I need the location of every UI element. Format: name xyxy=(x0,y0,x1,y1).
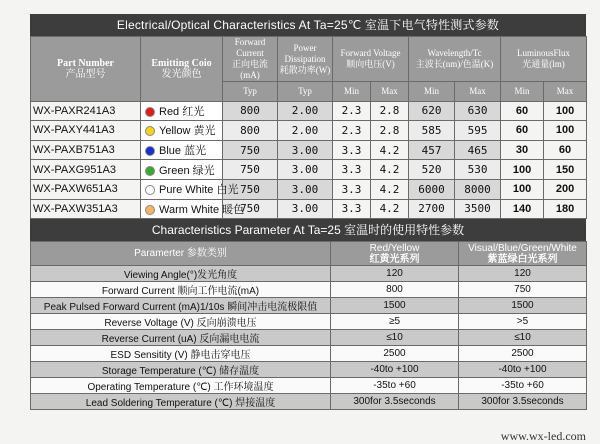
table-row xyxy=(31,362,587,378)
red-yellow-value: 800 xyxy=(331,282,459,298)
part-number-cell: WX-PAXW651A3 xyxy=(31,179,141,199)
blue-green-white-value: >5 xyxy=(459,314,587,330)
electrical-table xyxy=(30,36,587,219)
subheader-min: Min xyxy=(409,82,455,102)
wl-max-cell: 595 xyxy=(455,121,501,141)
part-number-cell: WX-PAXY441A3 xyxy=(31,121,141,141)
color-name: Warm White 暖色 xyxy=(159,203,245,216)
table-row xyxy=(31,298,587,314)
vf-max-cell: 4.2 xyxy=(371,199,409,219)
emitting-color-cell xyxy=(141,121,223,141)
red-yellow-value: -35to +60 xyxy=(331,378,459,394)
power-cell: 3.00 xyxy=(278,140,333,160)
header-forward-voltage: Forward Voltage 顺向电压(V) xyxy=(333,37,409,82)
vf-min-cell: 3.3 xyxy=(333,179,371,199)
blue-green-white-value: 300for 3.5seconds xyxy=(459,394,587,410)
subheader-max: Max xyxy=(371,82,409,102)
parameter-label: ESD Sensitity (V) 静电击穿电压 xyxy=(31,346,331,362)
part-number-cell: WX-PAXB751A3 xyxy=(31,140,141,160)
flux-min-cell: 100 xyxy=(501,179,544,199)
part-number-cell: WX-PAXG951A3 xyxy=(31,160,141,180)
color-name: Green 绿光 xyxy=(159,164,215,177)
red-yellow-value: 1500 xyxy=(331,298,459,314)
color-name: Yellow 黄光 xyxy=(159,125,216,138)
parameter-label: Lead Soldering Temperature (℃) 焊接温度 xyxy=(31,394,331,410)
section1-title: Electrical/Optical Characteristics At Ta=25℃ 室温下电气特性测式参数 xyxy=(30,14,586,36)
flux-min-cell: 100 xyxy=(501,160,544,180)
header-blue-green-white: Visual/Blue/Green/White 紫蓝绿白光系列 xyxy=(459,242,587,266)
datasheet-page xyxy=(30,8,586,443)
parameter-label: Reverse Voltage (V) 反向崩溃电压 xyxy=(31,314,331,330)
flux-max-cell: 180 xyxy=(544,199,587,219)
wl-min-cell: 2700 xyxy=(409,199,455,219)
part-number-cell: WX-PAXR241A3 xyxy=(31,101,141,121)
flux-max-cell: 150 xyxy=(544,160,587,180)
forward-current-cell: 750 xyxy=(223,199,278,219)
section2-title: Characteristics Parameter At Ta=25 室温时的使用特性参数 xyxy=(30,219,586,241)
table-row xyxy=(31,101,587,121)
table-row xyxy=(31,378,587,394)
flux-max-cell: 60 xyxy=(544,140,587,160)
parameter-label: Reverse Current (uA) 反向漏电电流 xyxy=(31,330,331,346)
header-parameter: Paramerter 参数类别 xyxy=(31,242,331,266)
blue-green-white-value: 2500 xyxy=(459,346,587,362)
header-power-dissipation: Power Dissipation 耗散功率(W) xyxy=(278,37,333,82)
power-cell: 2.00 xyxy=(278,101,333,121)
red-yellow-value: ≤10 xyxy=(331,330,459,346)
power-cell: 2.00 xyxy=(278,121,333,141)
table-row xyxy=(31,266,587,282)
emitting-color-cell xyxy=(141,199,245,219)
emitting-color-cell xyxy=(141,179,239,199)
blue-green-white-value: 120 xyxy=(459,266,587,282)
vf-max-cell: 4.2 xyxy=(371,160,409,180)
parameter-label: Operating Temperature (℃) 工作环境温度 xyxy=(31,378,331,394)
color-dot-icon xyxy=(145,107,155,117)
table-row xyxy=(31,330,587,346)
header-forward-current: Forward Current 正向电流(mA) xyxy=(223,37,278,82)
wl-max-cell: 630 xyxy=(455,101,501,121)
wl-min-cell: 457 xyxy=(409,140,455,160)
forward-current-cell: 800 xyxy=(223,101,278,121)
blue-green-white-value: 1500 xyxy=(459,298,587,314)
red-yellow-value: -40to +100 xyxy=(331,362,459,378)
blue-green-white-value: ≤10 xyxy=(459,330,587,346)
table-row xyxy=(31,282,587,298)
table-row xyxy=(31,394,587,410)
table-row xyxy=(31,140,587,160)
red-yellow-value: ≥5 xyxy=(331,314,459,330)
header-red-yellow: Red/Yellow 红黄光系列 xyxy=(331,242,459,266)
color-dot-icon xyxy=(145,185,155,195)
power-cell: 3.00 xyxy=(278,160,333,180)
color-name: Pure White 白光 xyxy=(159,184,239,197)
header-part-number: Part Number 产品型号 xyxy=(31,37,141,102)
vf-max-cell: 2.8 xyxy=(371,121,409,141)
flux-max-cell: 100 xyxy=(544,101,587,121)
wl-max-cell: 8000 xyxy=(455,179,501,199)
table-row xyxy=(31,121,587,141)
forward-current-cell: 800 xyxy=(223,121,278,141)
vf-max-cell: 4.2 xyxy=(371,179,409,199)
blue-green-white-value: -40to +100 xyxy=(459,362,587,378)
red-yellow-value: 300for 3.5seconds xyxy=(331,394,459,410)
subheader-typ: Typ xyxy=(278,82,333,102)
vf-min-cell: 3.3 xyxy=(333,160,371,180)
vf-min-cell: 3.3 xyxy=(333,199,371,219)
wl-max-cell: 465 xyxy=(455,140,501,160)
table-row xyxy=(31,314,587,330)
parameter-label: Forward Current 顺向工作电流(mA) xyxy=(31,282,331,298)
flux-max-cell: 100 xyxy=(544,121,587,141)
red-yellow-value: 120 xyxy=(331,266,459,282)
color-dot-icon xyxy=(145,126,155,136)
website-footer: www.wx-led.com xyxy=(500,429,586,443)
table-row xyxy=(31,160,587,180)
vf-min-cell: 3.3 xyxy=(333,140,371,160)
emitting-color-cell xyxy=(141,160,223,180)
flux-min-cell: 30 xyxy=(501,140,544,160)
vf-max-cell: 4.2 xyxy=(371,140,409,160)
flux-max-cell: 200 xyxy=(544,179,587,199)
table-row xyxy=(31,199,587,219)
table-row xyxy=(31,179,587,199)
header-wavelength: Wavelength/Tc 主波长(nm)/色温(K) xyxy=(409,37,501,82)
flux-min-cell: 140 xyxy=(501,199,544,219)
emitting-color-cell xyxy=(141,101,223,121)
blue-green-white-value: -35to +60 xyxy=(459,378,587,394)
parameter-label: Storage Temperature (℃) 储存温度 xyxy=(31,362,331,378)
subheader-max: Max xyxy=(544,82,587,102)
subheader-typ: Typ xyxy=(223,82,278,102)
red-yellow-value: 2500 xyxy=(331,346,459,362)
wl-max-cell: 530 xyxy=(455,160,501,180)
part-number-cell: WX-PAXW351A3 xyxy=(31,199,141,219)
forward-current-cell: 750 xyxy=(223,179,278,199)
forward-current-cell: 750 xyxy=(223,160,278,180)
vf-min-cell: 2.3 xyxy=(333,101,371,121)
parameter-label: Peak Pulsed Forward Current (mA)1/10s 瞬间冲击电流极限值 xyxy=(31,298,331,314)
color-dot-icon xyxy=(145,166,155,176)
wl-min-cell: 620 xyxy=(409,101,455,121)
wl-max-cell: 3500 xyxy=(455,199,501,219)
subheader-max: Max xyxy=(455,82,501,102)
table-row xyxy=(31,346,587,362)
wl-min-cell: 520 xyxy=(409,160,455,180)
vf-max-cell: 2.8 xyxy=(371,101,409,121)
header-luminous-flux: LuminousFlux 光通量(lm) xyxy=(501,37,587,82)
color-name: Red 红光 xyxy=(159,105,205,118)
power-cell: 3.00 xyxy=(278,179,333,199)
wl-min-cell: 585 xyxy=(409,121,455,141)
flux-min-cell: 60 xyxy=(501,121,544,141)
color-dot-icon xyxy=(145,205,155,215)
subheader-min: Min xyxy=(501,82,544,102)
vf-min-cell: 2.3 xyxy=(333,121,371,141)
forward-current-cell: 750 xyxy=(223,140,278,160)
flux-min-cell: 60 xyxy=(501,101,544,121)
emitting-color-cell xyxy=(141,140,223,160)
characteristics-table xyxy=(30,241,587,410)
wl-min-cell: 6000 xyxy=(409,179,455,199)
blue-green-white-value: 750 xyxy=(459,282,587,298)
color-name: Blue 蓝光 xyxy=(159,145,207,158)
power-cell: 3.00 xyxy=(278,199,333,219)
parameter-label: Viewing Angle(°)发光角度 xyxy=(31,266,331,282)
color-dot-icon xyxy=(145,146,155,156)
header-emitting-color: Emitting Coio 发光颜色 xyxy=(141,37,223,102)
subheader-min: Min xyxy=(333,82,371,102)
